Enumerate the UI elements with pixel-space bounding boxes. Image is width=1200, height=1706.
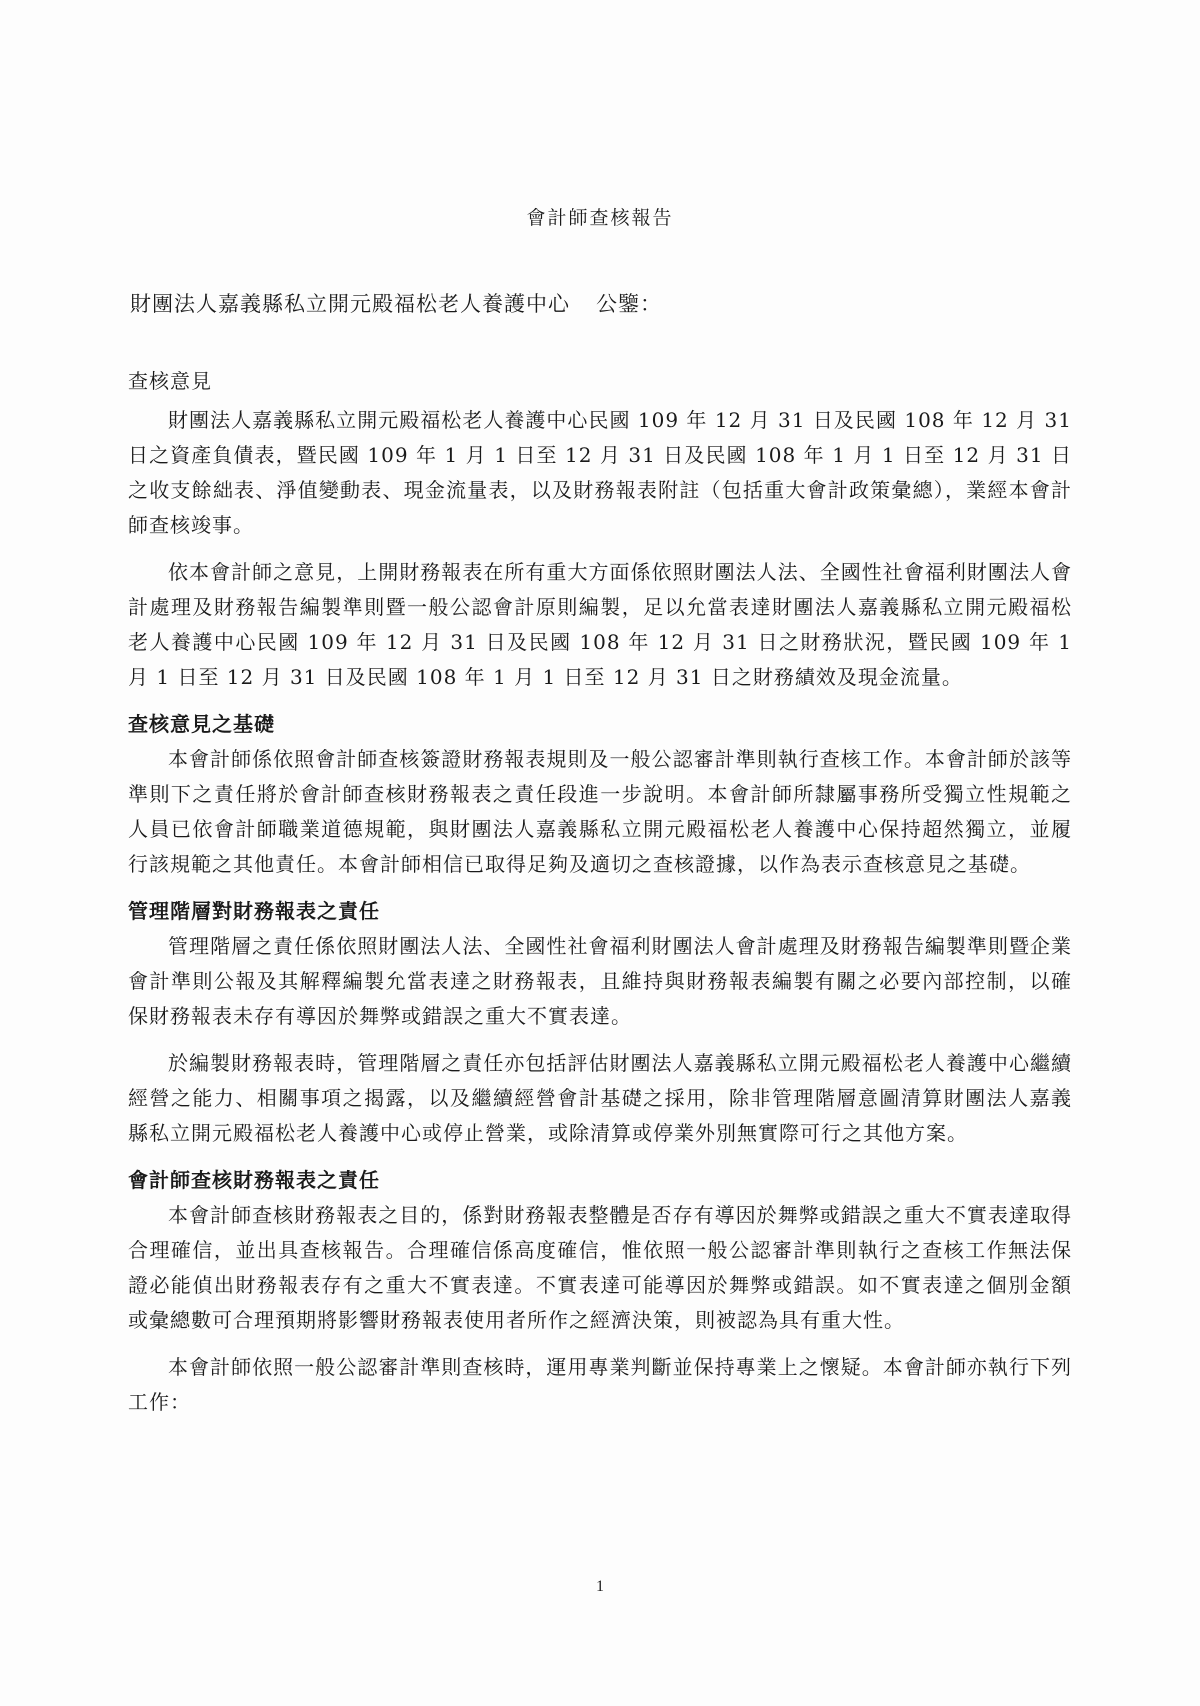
addressee-name: 財團法人嘉義縣私立開元殿福松老人養護中心 — [130, 292, 570, 316]
report-body — [128, 364, 1072, 1432]
page-number: 1 — [596, 1578, 604, 1595]
section-paragraph: 管理階層之責任係依照財團法人法、全國性社會福利財團法人會計處理及財務報告編製準則暨企業會計準則公報及其解釋編製允當表達之財務報表，且維持與財務報表編製有關之必要內部控制，以確保財務報表未存有導因於舞弊或錯誤之重大不實表達。 — [128, 934, 1072, 1028]
section-management-responsibility — [128, 894, 1072, 1151]
section-paragraph: 於編製財務報表時，管理階層之責任亦包括評估財團法人嘉義縣私立開元殿福松老人養護中心繼續經營之能力、相關事項之揭露，以及繼續經營會計基礎之採用，除非管理階層意圖清算財團法人嘉義縣私立開元殿福松老人養護中心或停止營業，或除清算或停業外別無實際可行之其他方案。 — [128, 1051, 1072, 1145]
section-paragraph: 本會計師依照一般公認審計準則查核時，運用專業判斷並保持專業上之懷疑。本會計師亦執行下列工作： — [128, 1355, 1072, 1414]
section-heading: 查核意見 — [128, 369, 212, 393]
section-heading: 會計師查核財務報表之責任 — [128, 1168, 380, 1192]
section-audit-opinion — [128, 364, 1072, 695]
section-paragraph: 財團法人嘉義縣私立開元殿福松老人養護中心民國 109 年 12 月 31 日及民國 108 年 12 月 31 日之資產負債表，暨民國 109 年 1 月 1 日至 12 月 31 日及民國 108 年 1 月 1 日至 12 月 31 日之收支餘絀表、淨值變動表、現金流量表，以及財務報表附註（包括重大會計政策彙總），業經本會計師查核竣事。 — [128, 408, 1072, 537]
section-paragraph: 本會計師係依照會計師查核簽證財務報表規則及一般公認審計準則執行查核工作。本會計師於該等準則下之責任將於會計師查核財務報表之責任段進一步說明。本會計師所隸屬事務所受獨立性規範之人員已依會計師職業道德規範，與財團法人嘉義縣私立開元殿福松老人養護中心保持超然獨立，並履行該規範之其他責任。本會計師相信已取得足夠及適切之查核證據，以作為表示查核意見之基礎。 — [128, 747, 1072, 876]
section-heading: 管理階層對財務報表之責任 — [128, 899, 380, 923]
section-paragraph: 本會計師查核財務報表之目的，係對財務報表整體是否存有導因於舞弊或錯誤之重大不實表達取得合理確信，並出具查核報告。合理確信係高度確信，惟依照一般公認審計準則執行之查核工作無法保證必能偵出財務報表存有之重大不實表達。不實表達可能導因於舞弊或錯誤。如不實表達之個別金額或彙總數可合理預期將影響財務報表使用者所作之經濟決策，則被認為具有重大性。 — [128, 1203, 1072, 1332]
addressee-line — [130, 288, 662, 318]
section-auditor-responsibility — [128, 1163, 1072, 1420]
addressee-salutation: 公鑒： — [596, 292, 662, 316]
section-basis-for-opinion — [128, 707, 1072, 882]
document-title: 會計師查核報告 — [526, 207, 674, 229]
section-paragraph: 依本會計師之意見，上開財務報表在所有重大方面係依照財團法人法、全國性社會福利財團法人會計處理及財務報告編製準則暨一般公認會計原則編製，足以允當表達財團法人嘉義縣私立開元殿福松老人養護中心民國 109 年 12 月 31 日及民國 108 年 12 月 31 日之財務狀況，暨民國 109 年 1 月 1 日至 12 月 31 日及民國 108 年 1 月 1 日至 12 月 31 日之財務績效及現金流量。 — [128, 560, 1072, 689]
section-heading: 查核意見之基礎 — [128, 712, 275, 736]
